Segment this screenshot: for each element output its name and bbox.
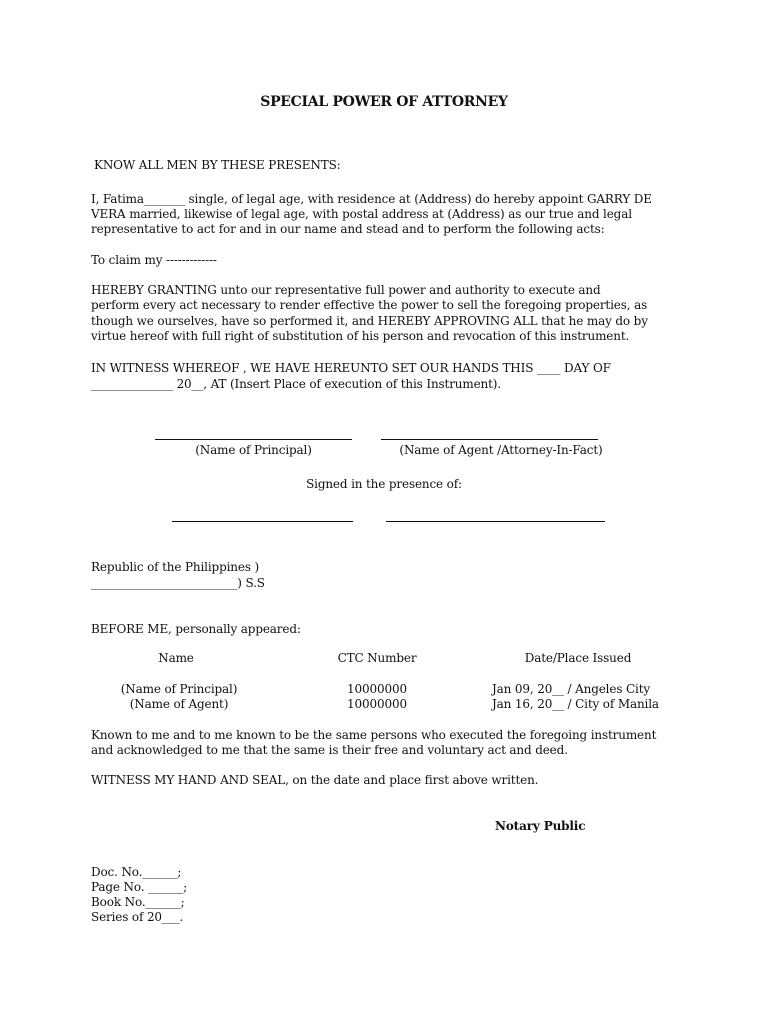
to-claim-line: To claim my ------------- [91, 253, 217, 267]
book-no-line: Book No.______; [91, 895, 185, 909]
ctc-row1-date: Jan 09, 20__ / Angeles City [492, 682, 651, 696]
document-title: SPECIAL POWER OF ATTORNEY [260, 94, 508, 110]
principal-signature-line [155, 439, 352, 440]
ctc-row1-name: (Name of Principal) [120, 682, 238, 696]
ctc-row2-name: (Name of Agent) [129, 697, 229, 711]
principal-label: (Name of Principal) [195, 443, 312, 457]
para2-line-4: virtue hereof with full right of substitution of his person and revocation of this instrument. [91, 329, 630, 343]
known-line-1: Known to me and to me known to be the same persons who executed the foregoing instrument [91, 728, 657, 742]
para2-line-3: though we ourselves, have so performed it, and HEREBY APPROVING ALL that he may do by [91, 314, 648, 328]
notary-public-label: Notary Public [495, 819, 586, 833]
witness-line-1: IN WITNESS WHEREOF , WE HAVE HEREUNTO SET OUR HANDS THIS ____ DAY OF [91, 361, 611, 375]
before-me-line: BEFORE ME, personally appeared: [91, 622, 301, 636]
ctc-row2-date: Jan 16, 20__ / City of Manila [492, 697, 659, 711]
ss-line: _________________________) S.S [91, 576, 265, 590]
witness-line-2: ______________ 20__, AT (Insert Place of execution of this Instrument). [91, 377, 501, 391]
republic-line: Republic of the Philippines ) [91, 560, 260, 574]
ctc-row1-number: 10000000 [347, 682, 407, 696]
para1-line-2: VERA married, likewise of legal age, with postal address at (Address) as our true and legal [91, 207, 632, 221]
series-line: Series of 20___. [91, 910, 184, 924]
para1-line-3: representative to act for and in our name and stead and to perform the following acts: [91, 222, 605, 236]
witness1-signature-line [172, 521, 353, 522]
para2-line-2: perform every act necessary to render effective the power to sell the foregoing properties, as [91, 298, 648, 312]
ctc-header-number: CTC Number [337, 651, 417, 665]
witness2-signature-line [386, 521, 605, 522]
agent-label: (Name of Agent /Attorney-In-Fact) [399, 443, 603, 457]
agent-signature-line [381, 439, 598, 440]
ctc-row2-number: 10000000 [347, 697, 407, 711]
ctc-header-date: Date/Place Issued [524, 651, 632, 665]
ctc-header-name: Name [158, 651, 194, 665]
signed-presence-line: Signed in the presence of: [306, 477, 462, 491]
para2-line-1: HEREBY GRANTING unto our representative full power and authority to execute and [91, 283, 601, 297]
page-no-line: Page No. ______; [91, 880, 188, 894]
doc-no-line: Doc. No.______; [91, 865, 182, 879]
know-all-line: KNOW ALL MEN BY THESE PRESENTS: [94, 158, 341, 172]
witness-hand-line: WITNESS MY HAND AND SEAL, on the date and place first above written. [91, 773, 539, 787]
known-line-2: and acknowledged to me that the same is their free and voluntary act and deed. [91, 743, 568, 757]
para1-line-1: I, Fatima_______ single, of legal age, with residence at (Address) do hereby appoint GARRY DE [91, 192, 652, 206]
